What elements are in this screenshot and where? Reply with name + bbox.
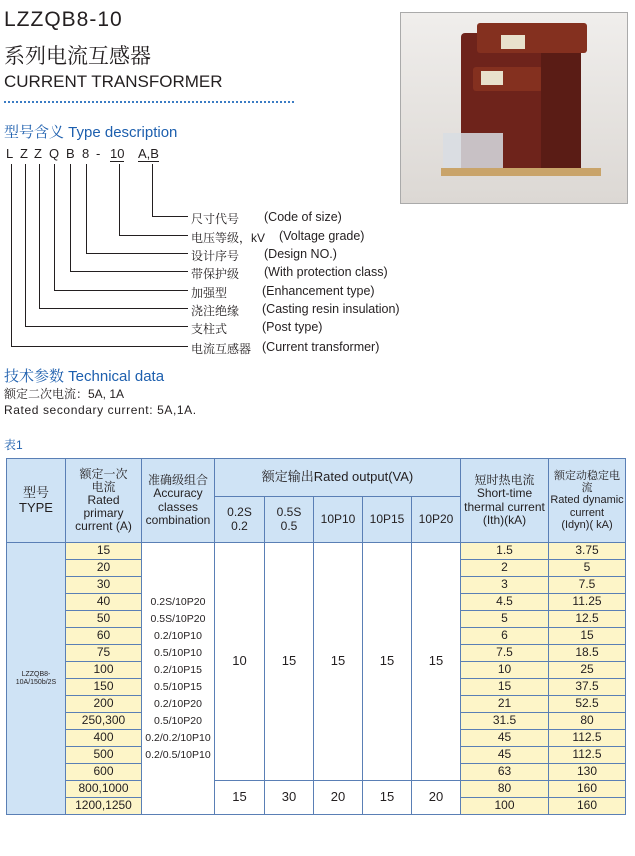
thermal-current-cell: 45: [461, 730, 549, 747]
connector-line: [11, 164, 12, 346]
primary-current-cell: 75: [66, 645, 142, 662]
primary-current-cell: 500: [66, 747, 142, 764]
dynamic-current-cell: 52.5: [549, 696, 626, 713]
code-char: B: [66, 146, 75, 161]
header-primary-current: 额定一次 电流 Rated primary current (A): [66, 459, 142, 543]
dynamic-current-cell: 3.75: [549, 543, 626, 560]
thermal-current-cell: 1.5: [461, 543, 549, 560]
legend-en: (With protection class): [264, 265, 388, 279]
legend-cn: 设计序号: [191, 249, 240, 263]
primary-current-cell: 200: [66, 696, 142, 713]
accuracy-item: 0.5S/10P20: [150, 612, 206, 625]
series-title: 系列电流互感器: [4, 45, 151, 68]
accuracy-item: 0.2/0.2/10P10: [145, 731, 211, 744]
header-output-10p10: 10P10: [314, 497, 363, 543]
code-char: 8: [82, 146, 90, 161]
primary-current-cell: 800,1000: [66, 781, 142, 798]
rated-output-cell: 15: [412, 543, 461, 781]
dynamic-current-cell: 18.5: [549, 645, 626, 662]
rated-output-cell: 15: [215, 781, 265, 815]
rated-output-cell: 10: [215, 543, 265, 781]
legend-en: (Voltage grade): [279, 229, 365, 243]
technical-data-title: 技术参数 Technical data: [4, 368, 165, 385]
accuracy-item: 0.5/10P20: [154, 714, 202, 727]
transformer-illustration: [401, 13, 627, 203]
legend-en: (Enhancement type): [262, 284, 375, 298]
primary-current-cell: 250,300: [66, 713, 142, 730]
accuracy-item: 0.2S/10P20: [150, 595, 206, 608]
accuracy-item: 0.5/10P15: [154, 680, 202, 693]
thermal-current-cell: 80: [461, 781, 549, 798]
thermal-current-cell: 31.5: [461, 713, 549, 730]
thermal-current-cell: 21: [461, 696, 549, 713]
code-char: Q: [49, 146, 60, 161]
accuracy-item: 0.2/10P20: [154, 697, 202, 710]
code-char: 10: [110, 146, 125, 161]
dynamic-current-cell: 25: [549, 662, 626, 679]
thermal-current-cell: 7.5: [461, 645, 549, 662]
rated-output-cell: 15: [314, 543, 363, 781]
header-accuracy: 准确级组合 Accuracy classes combination: [142, 459, 215, 543]
table-row: [7, 543, 626, 560]
rated-output-cell: 20: [412, 781, 461, 815]
legend-en: (Post type): [262, 320, 323, 334]
connector-line: [25, 326, 188, 327]
dynamic-current-cell: 160: [549, 798, 626, 815]
type-value: LZZQB8-10A/150b/2S: [7, 543, 66, 815]
accuracy-item: 0.5/10P10: [154, 646, 202, 659]
thermal-current-cell: 3: [461, 577, 549, 594]
thermal-current-cell: 5: [461, 611, 549, 628]
header-thermal-current: 短时热电流 Short-time thermal current (Ith)(kA): [461, 459, 549, 543]
rated-output-cell: 15: [363, 543, 412, 781]
rated-output-cell: 15: [265, 543, 314, 781]
connector-line: [70, 271, 188, 272]
connector-line: [11, 346, 188, 347]
legend-cn: 电流互感器: [191, 342, 252, 356]
primary-current-cell: 60: [66, 628, 142, 645]
code-char: -: [96, 146, 101, 161]
model-title: LZZQB8-10: [4, 8, 123, 31]
thermal-current-cell: 6: [461, 628, 549, 645]
connector-line: [152, 216, 188, 217]
connector-line: [152, 164, 153, 216]
primary-current-cell: 400: [66, 730, 142, 747]
dynamic-current-cell: 15: [549, 628, 626, 645]
code-char: L: [6, 146, 14, 161]
thermal-current-cell: 63: [461, 764, 549, 781]
primary-current-cell: 50: [66, 611, 142, 628]
english-title: CURRENT TRANSFORMER: [4, 72, 223, 91]
header-output-10p15: 10P15: [363, 497, 412, 543]
dynamic-current-cell: 5: [549, 560, 626, 577]
legend-cn: 电压等级，kV: [191, 231, 266, 245]
code-char: Z: [20, 146, 28, 161]
legend-en: (Code of size): [264, 210, 342, 224]
accuracy-item: 0.2/10P10: [154, 629, 202, 642]
table-row: [7, 781, 626, 798]
dynamic-current-cell: 80: [549, 713, 626, 730]
header-dynamic-current: 额定动稳定电流 Rated dynamic current (Idyn)( kA): [549, 459, 626, 543]
technical-data-table: [6, 458, 626, 815]
connector-line: [119, 235, 188, 236]
connector-line: [70, 164, 71, 271]
legend-cn: 支柱式: [191, 322, 228, 336]
dynamic-current-cell: 37.5: [549, 679, 626, 696]
dynamic-current-cell: 11.25: [549, 594, 626, 611]
accuracy-item: 0.2/10P15: [154, 663, 202, 676]
rated-output-cell: 20: [314, 781, 363, 815]
connector-line: [39, 308, 188, 309]
header-rated-output: 额定输出Rated output(VA): [215, 459, 461, 497]
primary-current-cell: 15: [66, 543, 142, 560]
header-output-0.5s: 0.5S 0.5: [265, 497, 314, 543]
thermal-current-cell: 2: [461, 560, 549, 577]
legend-cn: 带保护级: [191, 267, 240, 281]
accuracy-combinations: [142, 543, 215, 815]
legend-cn: 加强型: [191, 286, 228, 300]
thermal-current-cell: 4.5: [461, 594, 549, 611]
thermal-current-cell: 15: [461, 679, 549, 696]
thermal-current-cell: 100: [461, 798, 549, 815]
product-photo: [400, 12, 628, 204]
accuracy-item: 0.2/0.5/10P10: [145, 748, 211, 761]
legend-en: (Casting resin insulation): [262, 302, 400, 316]
header-output-10p20: 10P20: [412, 497, 461, 543]
primary-current-cell: 600: [66, 764, 142, 781]
primary-current-cell: 100: [66, 662, 142, 679]
dotted-divider: [4, 101, 294, 103]
primary-current-cell: 30: [66, 577, 142, 594]
primary-current-cell: 20: [66, 560, 142, 577]
dynamic-current-cell: 7.5: [549, 577, 626, 594]
rated-output-cell: 15: [363, 781, 412, 815]
dynamic-current-cell: 12.5: [549, 611, 626, 628]
legend-cn: 浇注绝缘: [191, 304, 240, 318]
dynamic-current-cell: 112.5: [549, 730, 626, 747]
legend-cn: 尺寸代号: [191, 212, 240, 226]
connector-line: [86, 164, 87, 253]
secondary-current-cn: 额定二次电流：5A, 1A: [4, 387, 125, 401]
thermal-current-cell: 10: [461, 662, 549, 679]
secondary-current-en: Rated secondary current: 5A,1A.: [4, 403, 197, 417]
connector-line: [39, 164, 40, 308]
dynamic-current-cell: 130: [549, 764, 626, 781]
connector-line: [54, 164, 55, 290]
code-char: Z: [34, 146, 42, 161]
type-description-title: 型号含义 Type description: [4, 124, 178, 141]
dynamic-current-cell: 160: [549, 781, 626, 798]
connector-line: [86, 253, 188, 254]
table-label: 表1: [4, 438, 23, 452]
connector-line: [119, 164, 120, 235]
thermal-current-cell: 45: [461, 747, 549, 764]
primary-current-cell: 40: [66, 594, 142, 611]
legend-en: (Design NO.): [264, 247, 337, 261]
connector-line: [54, 290, 188, 291]
primary-current-cell: 1200,1250: [66, 798, 142, 815]
header-type: 型号 TYPE: [7, 459, 66, 543]
rated-output-cell: 30: [265, 781, 314, 815]
primary-current-cell: 150: [66, 679, 142, 696]
dynamic-current-cell: 112.5: [549, 747, 626, 764]
code-char: A,B: [138, 146, 159, 161]
header-output-0.2s: 0.2S 0.2: [215, 497, 265, 543]
legend-en: (Current transformer): [262, 340, 380, 354]
connector-line: [25, 164, 26, 326]
